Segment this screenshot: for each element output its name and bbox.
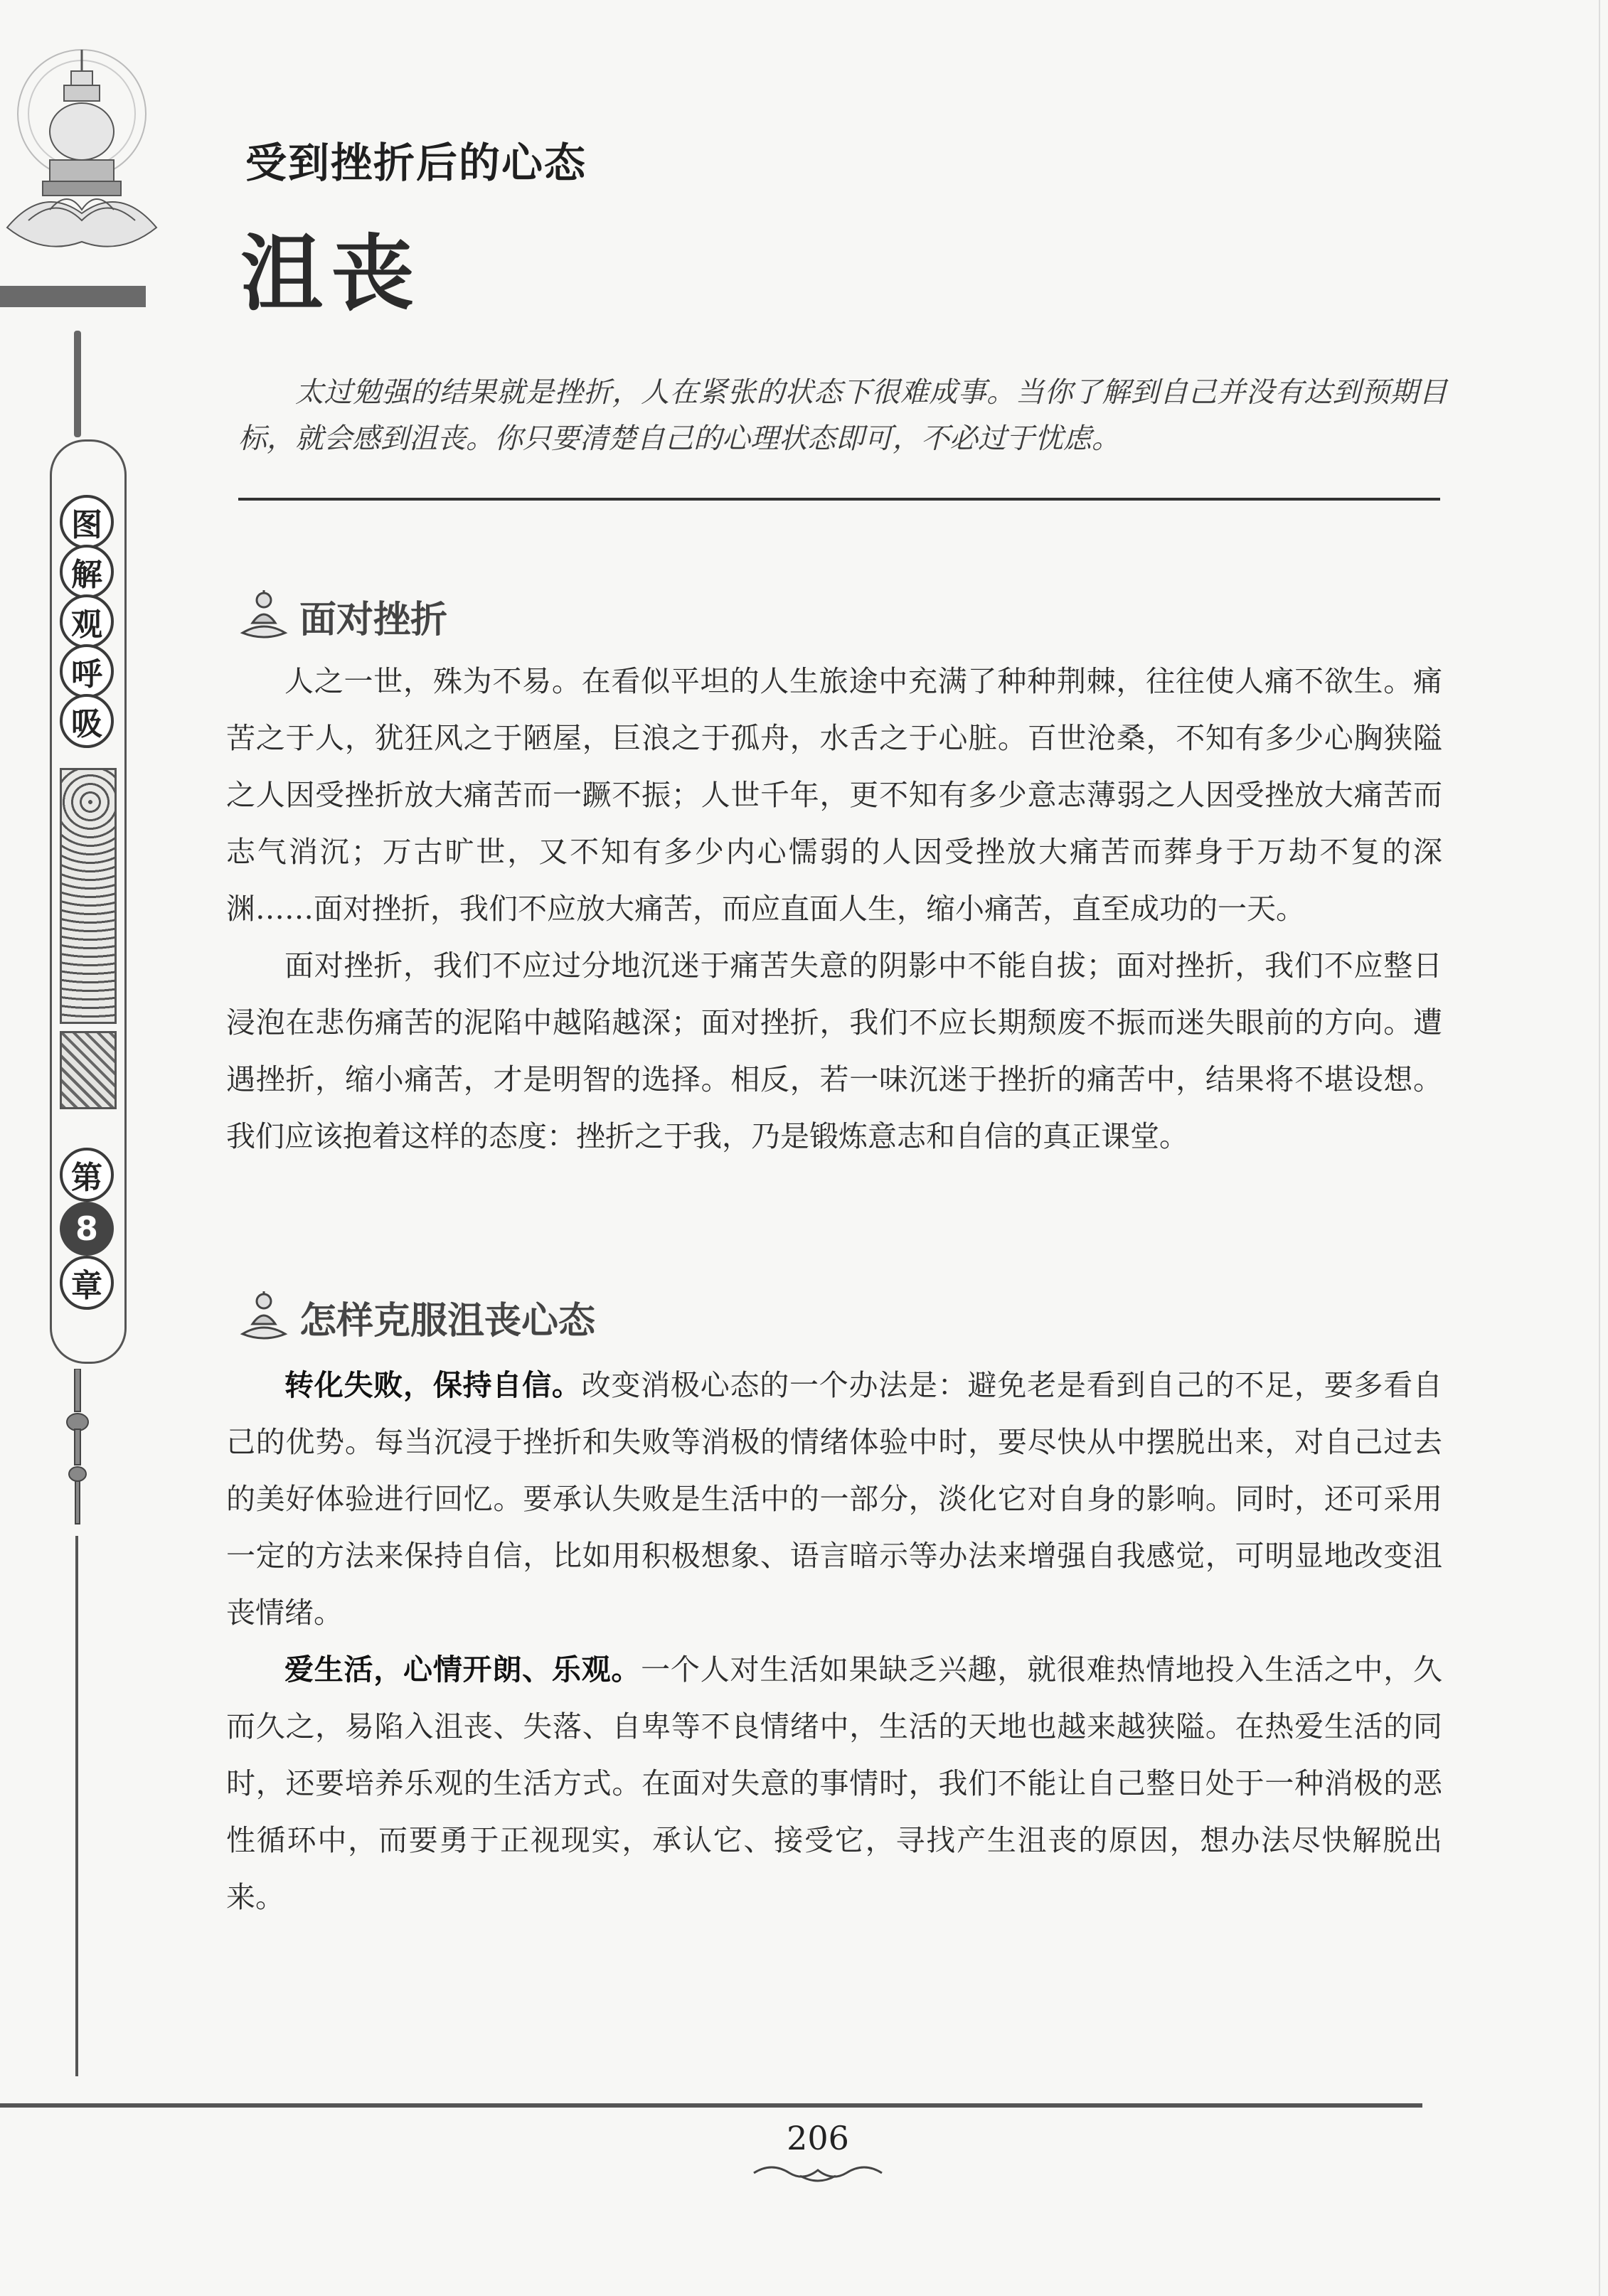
intro-text: 太过勉强的结果就是挫折，人在紧张的状态下很难成事。当你了解到自己并没有达到预期目标，就会感到沮丧。你只要清楚自己的心理状态即可，不必过于忧虑。 xyxy=(238,376,1447,455)
sidebar-book-char: 呼 xyxy=(60,644,114,698)
scroll-ornament xyxy=(750,2160,885,2186)
sidebar-spire-top xyxy=(74,331,81,437)
paragraph-lead: 转化失败，保持自信。 xyxy=(284,1368,582,1402)
chapter-prefix: 第 xyxy=(60,1148,114,1202)
meditating-monk-icon xyxy=(238,1290,289,1344)
sidebar-ornament-band xyxy=(60,1031,117,1109)
sidebar-book-char: 吸 xyxy=(60,694,114,748)
section-heading-text: 面对挫折 xyxy=(299,597,448,641)
section-heading-text: 怎样克服沮丧心态 xyxy=(299,1298,596,1342)
page-number: 206 xyxy=(787,2119,849,2157)
paragraph-text: 改变消极心态的一个办法是：避免老是看到自己的不足，要多看自己的优势。每当沉浸于挫折和失败等消极的情绪体验中时，要尽快从中摆脱出来，对自己过去的美好体验进行回忆。要承认失败是生活中的一部分，淡化它对自身的影响。同时，还可采用一定的方法来保持自信，比如用积极想象、语言暗示等办法来增强自我感觉，可明显地改变沮丧情绪。 xyxy=(226,1368,1443,1630)
sidebar-book-char: 解 xyxy=(60,545,114,599)
section-heading xyxy=(238,1290,595,1344)
paragraph-lead: 爱生活，心情开朗、乐观。 xyxy=(284,1652,641,1687)
body-paragraph xyxy=(226,1641,1442,1926)
page-subtitle: 受到挫折后的心态 xyxy=(245,139,587,187)
footer-rule xyxy=(0,2103,1422,2108)
body-paragraph xyxy=(226,1357,1442,1641)
header-band xyxy=(0,286,146,307)
page-title: 沮丧 xyxy=(240,225,422,322)
intro-paragraph xyxy=(238,370,1447,462)
stupa-lotus-ornament xyxy=(0,43,164,284)
paragraph-text: 一个人对生活如果缺乏兴趣，就很难热情地投入生活之中，久而久之，易陷入沮丧、失落、自卑等不良情绪中，生活的天地也越来越狭隘。在热爱生活的同时，还要培养乐观的生活方式。在面对失意的事情时，我们不能让自己整日处于一种消极的恶性循环中，而要勇于正视现实，承认它、接受它，寻找产生沮丧的原因，想办法尽快解脱出来。 xyxy=(226,1652,1443,1914)
section-heading xyxy=(238,589,447,643)
body-paragraph: 面对挫折，我们不应过分地沉迷于痛苦失意的阴影中不能自拔；面对挫折，我们不应整日浸泡在悲伤痛苦的泥陷中越陷越深；面对挫折，我们不应长期颓废不振而迷失眼前的方向。遭遇挫折，缩小痛苦，才是明智的选择。相反，若一味沉迷于挫折的痛苦中，结果将不堪设想。我们应该抱着这样的态度：挫折之于我，乃是锻炼意志和自信的真正课堂。 xyxy=(226,949,1442,1153)
body-paragraph: 人之一世，殊为不易。在看似平坦的人生旅途中充满了种种荆棘，往往使人痛不欲生。痛苦之于人，犹狂风之于陋屋，巨浪之于孤舟，水舌之于心脏。百世沧桑，不知有多少心胸狭隘之人因受挫折放大痛苦而一蹶不振；人世千年，更不知有多少意志薄弱之人因受挫放大痛苦而志气消沉；万古旷世，又不知有多少内心懦弱的人因受挫放大痛苦而葬身于万劫不复的深渊……面对挫折，我们不应放大痛苦，而应直面人生，缩小痛苦，直至成功的一天。 xyxy=(226,664,1442,926)
sidebar-ornament-panel xyxy=(60,768,117,1024)
sidebar-rail-line xyxy=(75,1536,78,2076)
section-body xyxy=(226,653,1442,1165)
intro-divider xyxy=(238,498,1440,501)
sidebar-book-char: 图 xyxy=(60,495,114,549)
sidebar-spire-bottom xyxy=(65,1369,90,1525)
chapter-number: 8 xyxy=(60,1202,114,1256)
page-edge-line xyxy=(1599,0,1600,2296)
meditating-monk-icon xyxy=(238,589,289,643)
chapter-suffix: 章 xyxy=(60,1256,114,1310)
sidebar-book-char: 观 xyxy=(60,594,114,648)
section-body xyxy=(226,1357,1442,1926)
